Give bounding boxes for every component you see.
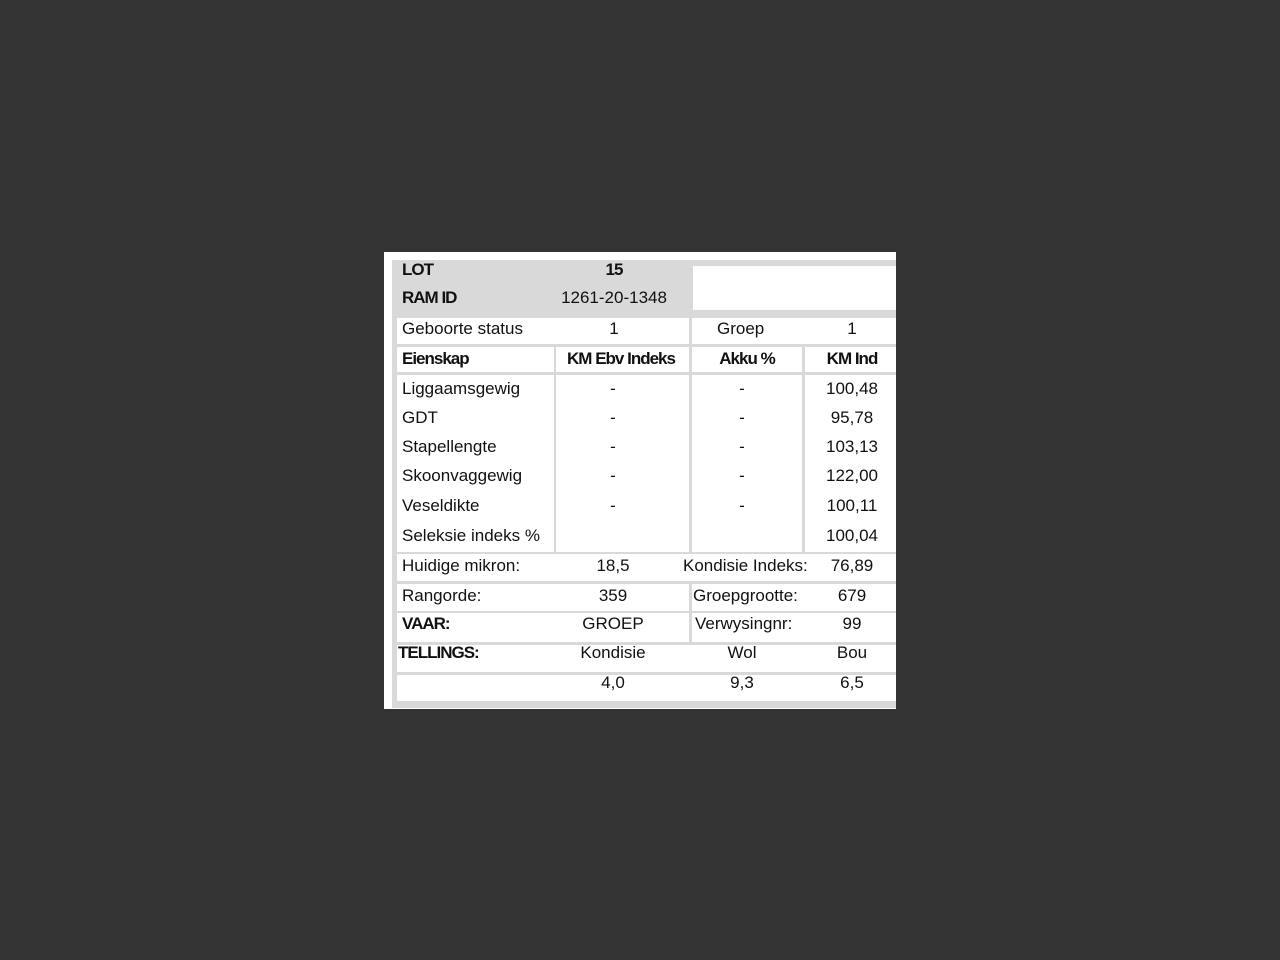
th-property: Eienskap — [402, 349, 469, 368]
counts-build-header: Bou — [836, 643, 868, 662]
lot-label: LOT — [402, 260, 433, 279]
table-row-property: Skoonvaggewig — [402, 466, 523, 485]
table-row-property: GDT — [402, 408, 438, 427]
rank-label: Rangorde: — [402, 586, 482, 605]
counts-condition-value: 4,0 — [601, 673, 625, 692]
tb-col-3 — [692, 375, 802, 552]
table-row-ebv: - — [610, 466, 616, 485]
table-row-property: Stapellengte — [402, 437, 497, 456]
counts-build-value: 6,5 — [840, 673, 864, 692]
table-row-ebv: - — [610, 379, 616, 398]
table-row-accuracy: - — [739, 437, 745, 456]
counts-condition-header: Kondisie — [580, 643, 646, 662]
table-row-accuracy: - — [739, 408, 745, 427]
table-row-property: Veseldikte — [402, 496, 480, 515]
table-row-accuracy: - — [739, 379, 745, 398]
sire-label: VAAR: — [402, 614, 450, 633]
ram-info-card — [384, 252, 896, 709]
lot-value: 15 — [605, 260, 623, 279]
table-row-ebv: - — [610, 408, 616, 427]
table-row-accuracy: - — [739, 466, 745, 485]
table-row-ebv: - — [610, 496, 616, 515]
ram-id-label: RAM ID — [402, 288, 457, 307]
table-row-km-ind: 95,78 — [830, 408, 874, 427]
table-row-property: Seleksie indeks % — [402, 526, 540, 545]
table-row-ebv: - — [610, 437, 616, 456]
group-size-value: 679 — [837, 586, 867, 605]
table-row-km-ind: 122,00 — [826, 466, 878, 485]
table-row-accuracy: - — [739, 496, 745, 515]
ram-id-value: 1261-20-1348 — [561, 288, 667, 307]
reference-label: Verwysingnr: — [695, 614, 793, 633]
th-km-ind: KM Ind — [826, 349, 878, 368]
table-row-km-ind: 100,48 — [826, 379, 878, 398]
tb-col-2 — [556, 375, 689, 552]
table-row-km-ind: 100,04 — [826, 526, 878, 545]
blank-box — [693, 266, 896, 310]
group-label: Groep — [717, 319, 765, 338]
group-value: 1 — [847, 319, 857, 338]
th-accuracy: Akku % — [719, 349, 775, 368]
counts-label: TELLINGS: — [398, 643, 479, 662]
birth-status-value: 1 — [609, 319, 619, 338]
counts-wool-header: Wol — [727, 643, 757, 662]
group-size-label: Groepgrootte: — [693, 586, 798, 605]
condition-index-value: 76,89 — [830, 556, 874, 575]
th-ebv-index: KM Ebv Indeks — [567, 349, 675, 368]
rank-value: 359 — [598, 586, 628, 605]
sire-value: GROEP — [582, 614, 644, 633]
table-row-km-ind: 103,13 — [826, 437, 878, 456]
table-row-km-ind: 100,11 — [826, 496, 878, 515]
table-row-property: Liggaamsgewig — [402, 379, 521, 398]
counts-wool-value: 9,3 — [730, 673, 754, 692]
condition-index-label: Kondisie Indeks: — [683, 556, 808, 575]
micron-label: Huidige mikron: — [402, 556, 521, 575]
micron-value: 18,5 — [596, 556, 630, 575]
birth-status-label: Geboorte status — [402, 319, 523, 338]
reference-value: 99 — [842, 614, 862, 633]
